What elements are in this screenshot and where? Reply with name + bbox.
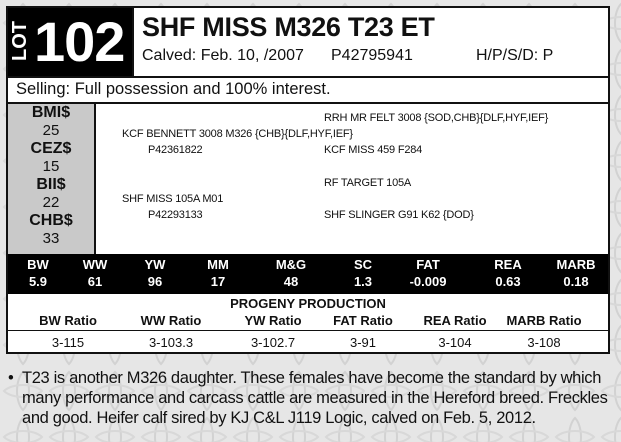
lot-card <box>6 6 610 354</box>
progeny-header: REA Ratio <box>423 313 487 328</box>
bullet-icon: • <box>8 369 14 387</box>
epd-bar <box>8 254 608 294</box>
epd-value: 5.9 <box>28 274 48 289</box>
progeny-header: WW Ratio <box>140 313 202 328</box>
index-label: BMI$ <box>31 104 71 121</box>
epd-label: YW <box>144 257 166 272</box>
pedigree-dam-registration: P42293133 <box>148 209 203 221</box>
progeny-value: 3-103.3 <box>148 335 194 350</box>
epd-label: REA <box>494 257 522 272</box>
progeny-value: 3-102.7 <box>250 335 296 350</box>
epd-label: MM <box>207 257 229 272</box>
lot-badge <box>8 8 134 76</box>
progeny-header: MARB Ratio <box>506 313 582 328</box>
epd-label: SC <box>353 257 373 272</box>
pedigree-sire-sire: RRH MR FELT 3008 {SOD,CHB}{DLF,HYF,IEF} <box>324 112 549 124</box>
hpsd-status: H/P/S/D: P <box>476 47 554 64</box>
header-divider <box>8 76 608 78</box>
epd-label: WW <box>82 257 108 272</box>
progeny-value: 3-115 <box>51 335 85 350</box>
epd-value: -0.009 <box>409 274 447 289</box>
index-value: 33 <box>42 230 60 247</box>
epd-label: MARB <box>556 257 596 272</box>
epd-value: 48 <box>283 274 299 289</box>
index-label: CHB$ <box>29 212 73 229</box>
comment-text: T23 is another M326 daughter. These females have become the standard by which many performance and carcass cattle are measured in the Hereford breed. Freckles and good. Heifer calf sired by KJ C&L J119 Logic, calved on Feb. 5, 2012. <box>22 369 608 427</box>
epd-value: 17 <box>210 274 226 289</box>
epd-value: 96 <box>147 274 163 289</box>
lot-label: LOT <box>9 21 31 61</box>
lot-comment <box>8 368 614 428</box>
index-column <box>8 104 96 254</box>
epd-value: 61 <box>87 274 103 289</box>
epd-value: 1.3 <box>353 274 373 289</box>
progeny-header: BW Ratio <box>39 313 97 328</box>
lot-number: 102 <box>34 10 125 73</box>
progeny-value: 3-91 <box>349 335 377 350</box>
index-label: BII$ <box>36 176 66 193</box>
pedigree-dam: SHF MISS 105A M01 <box>122 193 224 205</box>
epd-value: 0.63 <box>495 274 521 289</box>
epd-label: M&G <box>275 257 307 272</box>
progeny-divider <box>8 330 608 331</box>
epd-label: FAT <box>416 257 440 272</box>
index-value: 25 <box>42 122 60 139</box>
index-value: 15 <box>42 158 60 175</box>
progeny-title: PROGENY PRODUCTION <box>230 296 386 311</box>
pedigree-sire-registration: P42361822 <box>148 144 203 156</box>
selling-divider <box>8 102 608 104</box>
index-value: 22 <box>42 194 60 211</box>
pedigree-dam-dam: SHF SLINGER G91 K62 {DOD} <box>324 209 474 221</box>
selling-terms: Selling: Full possession and 100% interest. <box>16 80 331 98</box>
pedigree-sire: KCF BENNETT 3008 M326 {CHB}{DLF,HYF,IEF} <box>122 128 353 140</box>
index-label: CEZ$ <box>30 140 72 157</box>
animal-name: SHF MISS M326 T23 ET <box>142 12 435 42</box>
registration-number: P42795941 <box>331 47 413 64</box>
pedigree-dam-sire: RF TARGET 105A <box>324 177 412 189</box>
progeny-header: YW Ratio <box>244 313 302 328</box>
progeny-value: 3-104 <box>438 335 472 350</box>
progeny-value: 3-108 <box>527 335 561 350</box>
epd-label: BW <box>27 257 49 272</box>
calved-date: Calved: Feb. 10, /2007 <box>142 47 304 64</box>
epd-value: 0.18 <box>563 274 589 289</box>
progeny-header: FAT Ratio <box>333 313 393 328</box>
pedigree-sire-dam: KCF MISS 459 F284 <box>324 144 423 156</box>
